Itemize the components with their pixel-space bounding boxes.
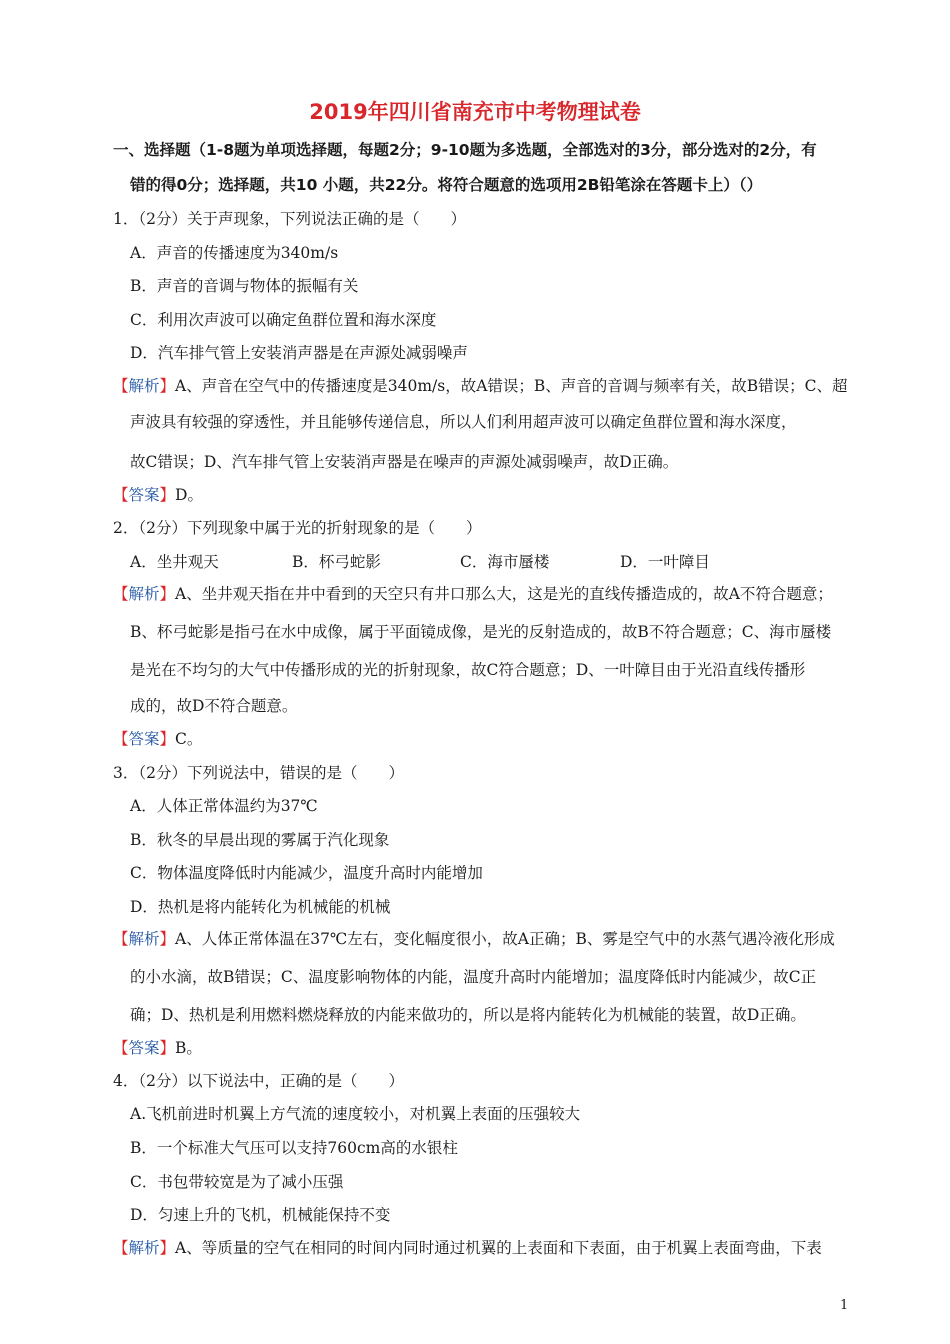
- q3-option-d: D．热机是将内能转化为机械能的机械: [130, 898, 391, 916]
- q3-option-b: B．秋冬的早晨出现的雾属于汽化现象: [130, 831, 390, 849]
- q4-option-b: B．一个标准大气压可以支持760cm高的水银柱: [130, 1139, 458, 1157]
- q2-explanation-line2: B、杯弓蛇影是指弓在水中成像，属于平面镜成像，是光的反射造成的，故B不符合题意；C、海市蜃楼: [130, 623, 832, 641]
- q2-option-d: D．一叶障目: [620, 553, 710, 571]
- q3-explanation: 【解析】A、人体正常体温在37℃左右，变化幅度很小，故A正确；B、雾是空气中的水蒸气遇冷液化形成: [113, 930, 835, 948]
- q4-explanation: 【解析】A、等质量的空气在相同的时间内同时通过机翼的上表面和下表面，由于机翼上表面弯曲，下表: [113, 1239, 822, 1257]
- q1-option-c: C．利用次声波可以确定鱼群位置和海水深度: [130, 311, 437, 329]
- page-number: 1: [840, 1298, 849, 1313]
- q3-stem: 3．（2分）下列说法中，错误的是（ ）: [113, 764, 404, 782]
- jiexi-label: 解析: [128, 377, 160, 395]
- q2-explanation-line3: 是光在不均匀的大气中传播形成的光的折射现象，故C符合题意；D、一叶障目由于光沿直线传播形: [130, 661, 806, 679]
- q1-stem: 1．（2分）关于声现象，下列说法正确的是（ ）: [113, 210, 466, 228]
- q3-option-c: C．物体温度降低时内能减少，温度升高时内能增加: [130, 864, 483, 882]
- q1-explanation: 【解析】A、声音在空气中的传播速度是340m/s，故A错误；B、声音的音调与频率有关，故B错误；C、超: [113, 377, 848, 395]
- q2-answer: 【答案】C。: [113, 730, 203, 748]
- q1-explanation-line3: 故C错误；D、汽车排气管上安装消声器是在噪声的声源处减弱噪声，故D正确。: [130, 453, 679, 471]
- q3-answer: 【答案】B。: [113, 1039, 202, 1057]
- q1-option-b: B．声音的音调与物体的振幅有关: [130, 277, 359, 295]
- q1-option-a: A．声音的传播速度为340m/s: [130, 244, 339, 262]
- q4-stem: 4．（2分）以下说法中，正确的是（ ）: [113, 1072, 404, 1090]
- q4-option-a: A.飞机前进时机翼上方气流的速度较小，对机翼上表面的压强较大: [130, 1105, 581, 1123]
- daan-label: 答案: [128, 486, 160, 504]
- section-heading-line2: 错的得0分；选择题，共10 小题，共22分。将符合题意的选项用2B铅笔涂在答题卡上）（）: [130, 176, 763, 194]
- q3-option-a: A．人体正常体温约为37℃: [130, 797, 318, 815]
- q2-option-c: C．海市蜃楼: [460, 553, 550, 571]
- section-heading-line1: 一、选择题（1-8题为单项选择题，每题2分；9-10题为多选题，全部选对的3分，部分选对的2分，有: [113, 141, 817, 159]
- q3-explanation-line2: 的小水滴，故B错误；C、温度影响物体的内能，温度升高时内能增加；温度降低时内能减少，故C正: [130, 968, 817, 986]
- q2-option-a: A．坐井观天: [130, 553, 219, 571]
- q2-option-b: B．杯弓蛇影: [292, 553, 381, 571]
- q4-option-d: D．匀速上升的飞机，机械能保持不变: [130, 1206, 391, 1224]
- q4-option-c: C．书包带较宽是为了减小压强: [130, 1173, 344, 1191]
- q2-explanation-line4: 成的，故D不符合题意。: [130, 697, 298, 715]
- q1-answer: 【答案】D。: [113, 486, 203, 504]
- q2-explanation: 【解析】A、坐井观天指在井中看到的天空只有井口那么大，这是光的直线传播造成的，故A不符合题意；: [113, 585, 833, 603]
- page-title: 2019年四川省南充市中考物理试卷: [309, 100, 641, 124]
- q3-explanation-line3: 确；D、热机是利用燃料燃烧释放的内能来做功的，所以是将内能转化为机械能的装置，故D正确。: [130, 1006, 806, 1024]
- q1-option-d: D．汽车排气管上安装消声器是在声源处减弱噪声: [130, 344, 468, 362]
- q1-explanation-line2: 声波具有较强的穿透性，并且能够传递信息，所以人们利用超声波可以确定鱼群位置和海水深度，: [130, 413, 797, 431]
- q2-stem: 2．（2分）下列现象中属于光的折射现象的是（ ）: [113, 519, 482, 537]
